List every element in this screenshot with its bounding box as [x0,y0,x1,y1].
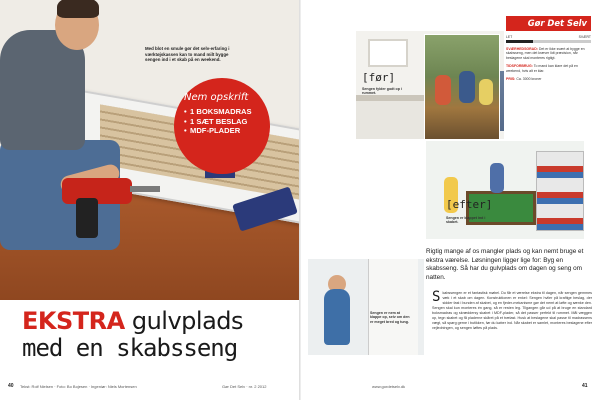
after-caption: Sengen er klappet ind i skabet. [446,216,486,225]
hero-caption: Med blot en smule gør det selv-erfaring i værktøjskassen kan to mand milt bygge sengen ind i et skab på en weekend. [145,46,230,63]
recipe-badge [174,78,270,174]
sidebar-block: SVÆRHEDSGRAD: Det er ikke svært at bygge en skabsseng, men det kræver lidt præcision, når beslagene skal monteres rigtigt. [506,47,585,60]
headline-black-word: gulvplads [131,307,244,335]
magazine-label: Gør Det Selv [506,16,591,31]
magazine-sidebar [506,16,591,81]
person [459,71,475,103]
body-text: Skabssengen er et fantastisk møbel. Du får et værelse ekstra til dagen, når sengen gemmes væk i et skab om dagen. Konstruktionen er enkel: Sengen hviler på kraftige beslag, der sidder fast i bunden af skabet, og en fjeder-mekanisme gør det nemt at løfte og sænke den. Sengen skal kun monteres én gang, så er resten leg. Tilgangen går ud på at bruge en standard boksmadras og skræddersy skabet i MDF-plader, så det passer perfekt til rummet. Mål væggen op, tegn skabet og få pladerne skåret på et trælast. Husk at beslagene skal passe til madrassens vægt, så spørg gerne i butikken, før du køber ind. Når skabet er samlet, monteres beslagene efter vejledningen, og sengen løftes på plads. [432,289,592,330]
difficulty-bar [506,40,591,43]
difficulty-scale: LET SVÆRT [506,35,591,39]
page-title [22,308,292,362]
headline-line-2: med en skabsseng [22,334,238,362]
drill-bit [130,186,160,192]
drop-cap: S [432,289,441,305]
person-body [324,289,350,345]
credits-line: Tekst: Rolf Nielsen · Foto: Bo Bojesen · Ingeniør: Niels Mortensen [20,384,137,389]
bookshelf [536,151,584,231]
person [435,75,451,105]
person [479,79,493,105]
issue-line: Gør Det Selv · nr. 2 2012 [222,384,267,389]
sidebar-block: TIDSFORBRUG: To mand kan klare det på en weekend, hvis alt er klar. [506,64,578,73]
headline-red-word: EKSTRA [22,307,125,335]
wallbed-photo [307,258,425,356]
page-number-left: 40 [8,383,14,389]
person-hair [57,0,99,18]
child [490,163,504,193]
website-line: www.gordetselv.dk [372,384,406,389]
after-photo [425,140,585,240]
badge-item: • MDF-PLADER [184,126,241,135]
page-gutter [299,0,301,400]
badge-item: • 1 BOKSMADRAS [184,107,252,116]
wallbed-caption: Sengen er nem at klappe op, selv om den er meget bred og tung. [370,311,410,324]
page-number-right: 41 [582,383,588,389]
before-caption: Sengen fylder godt op i rummet. [362,87,402,96]
window [368,39,408,67]
bed-cabinet [368,259,418,356]
badge-title: Nem opskrift [184,92,249,103]
drill-grip [76,198,98,238]
after-label: [efter] [446,198,493,211]
intro-text: Rigtig mange af os mangler plads og kan nemt bruge et ekstra værelse. Løsningen ligger lige for: Byg en skabsseng. Så har du gulvplads om dagen og seng om natten. [426,248,584,281]
before-label: [før] [362,71,396,84]
badge-item: • 1 SÆT BESLAG [184,116,248,126]
headline-line-1 [22,308,292,334]
sidebar-block: PRIS: Ca. 3000 kroner [506,77,542,82]
people-photo [424,34,500,140]
